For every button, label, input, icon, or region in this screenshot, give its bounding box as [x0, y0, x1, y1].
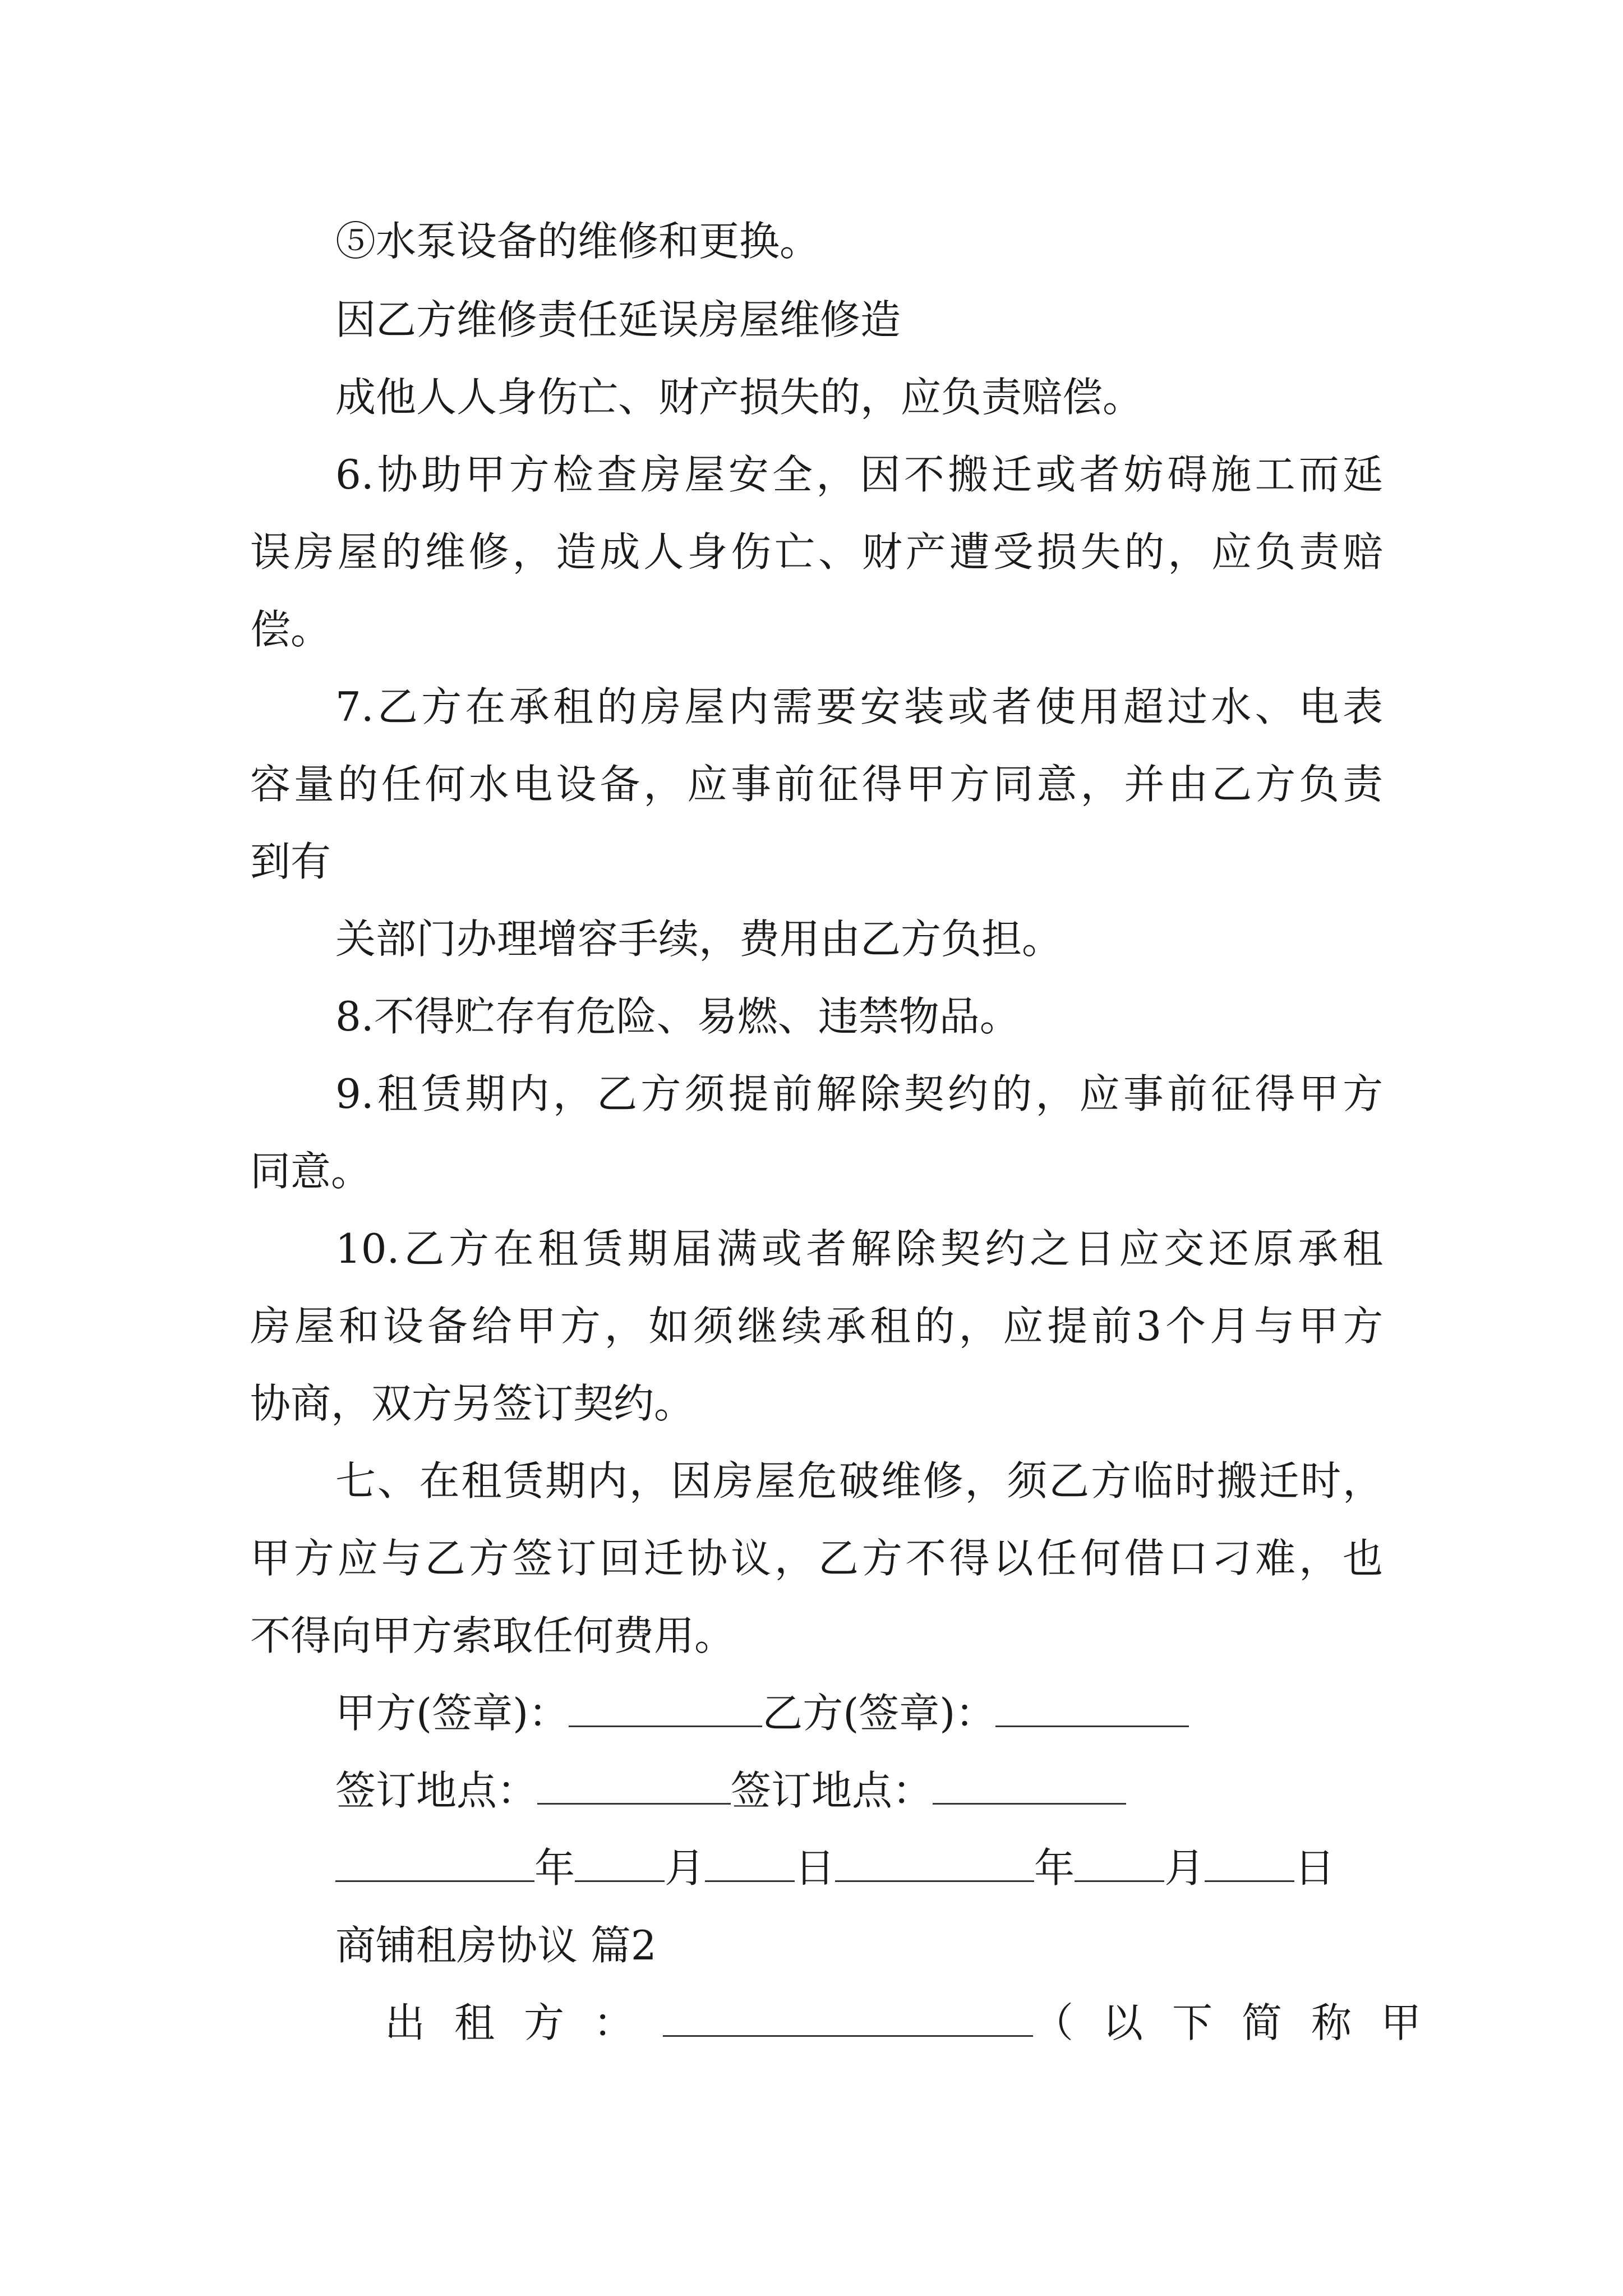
clause-9-line-1: 9.租赁期内，乙方须提前解除契约的，应事前征得甲方: [335, 1070, 1383, 1117]
place-a-blank: [537, 1770, 731, 1805]
year-a-label: 年: [534, 1844, 575, 1892]
clause-7-line-1: 7.乙方在承租的房屋内需要安装或者使用超过水、电表: [335, 683, 1383, 730]
lessor-label: 出租方：: [385, 1999, 663, 2046]
year-b-blank: [835, 1848, 1034, 1882]
month-b-label: 月: [1164, 1844, 1205, 1892]
lessor-suffix: （以下简称甲: [1033, 1999, 1451, 2046]
paragraph-compensation: 成他人人身伤亡、财产损失的，应负责赔偿。: [335, 374, 1144, 421]
article-7-line-3: 不得向甲方索取任何费用。: [250, 1612, 735, 1659]
lessor-blank: [663, 2003, 1033, 2037]
place-b-label: 签订地点：: [731, 1767, 933, 1814]
clause-7-line-3: 到有: [250, 838, 331, 885]
clause-9-line-2: 同意。: [250, 1148, 372, 1195]
clause-6-line-1: 6.协助甲方检查房屋安全，因不搬迁或者妨碍施工而延: [335, 451, 1383, 498]
clause-8: 8.不得贮存有危险、易燃、违禁物品。: [335, 993, 1020, 1040]
clause-6-line-2: 误房屋的维修，造成人身伤亡、财产遭受损失的，应负责赔: [250, 528, 1383, 576]
day-b-blank: [1205, 1848, 1294, 1882]
month-a-blank: [575, 1848, 665, 1882]
clause-10-line-2: 房屋和设备给甲方，如须继续承租的，应提前3个月与甲方: [250, 1303, 1383, 1350]
paragraph-repair-liability: 因乙方维修责任延误房屋维修造: [335, 296, 901, 343]
date-line: [335, 1842, 1468, 1894]
clause-6-line-3: 偿。: [250, 606, 331, 653]
clause-7-line-2: 容量的任何水电设备，应事前征得甲方同意，并由乙方负责: [250, 761, 1383, 808]
clause-7-continuation: 关部门办理增容手续，费用由乙方负担。: [335, 915, 1063, 963]
place-a-label: 签订地点：: [335, 1767, 538, 1814]
place-b-blank: [933, 1770, 1126, 1805]
day-b-label: 日: [1294, 1844, 1335, 1892]
year-b-label: 年: [1034, 1844, 1075, 1892]
year-a-blank: [335, 1848, 534, 1882]
day-a-label: 日: [795, 1844, 836, 1892]
day-a-blank: [705, 1848, 795, 1882]
clause-10-line-3: 协商，双方另签订契约。: [250, 1380, 695, 1427]
party-b-blank: [995, 1693, 1189, 1727]
party-b-label: 乙方(签章)：: [762, 1690, 996, 1737]
signature-line: [335, 1687, 1468, 1739]
article-7-line-2: 甲方应与乙方签订回迁协议，乙方不得以任何借口刁难，也: [250, 1535, 1383, 1582]
party-a-blank: [569, 1693, 762, 1727]
clause-10-line-1: 10.乙方在租赁期届满或者解除契约之日应交还原承租: [335, 1225, 1383, 1272]
lessor-line: [385, 1997, 1451, 2049]
signing-place-line: [335, 1765, 1468, 1816]
month-b-blank: [1075, 1848, 1164, 1882]
month-a-label: 月: [665, 1844, 706, 1892]
paragraph-item-5: ⑤水泵设备的维修和更换。: [335, 218, 820, 265]
section-2-heading: 商铺租房协议 篇2: [335, 1922, 657, 1969]
party-a-label: 甲方(签章)：: [335, 1690, 569, 1737]
article-7-line-1: 七、在租赁期内，因房屋危破维修，须乙方临时搬迁时，: [335, 1457, 1383, 1504]
